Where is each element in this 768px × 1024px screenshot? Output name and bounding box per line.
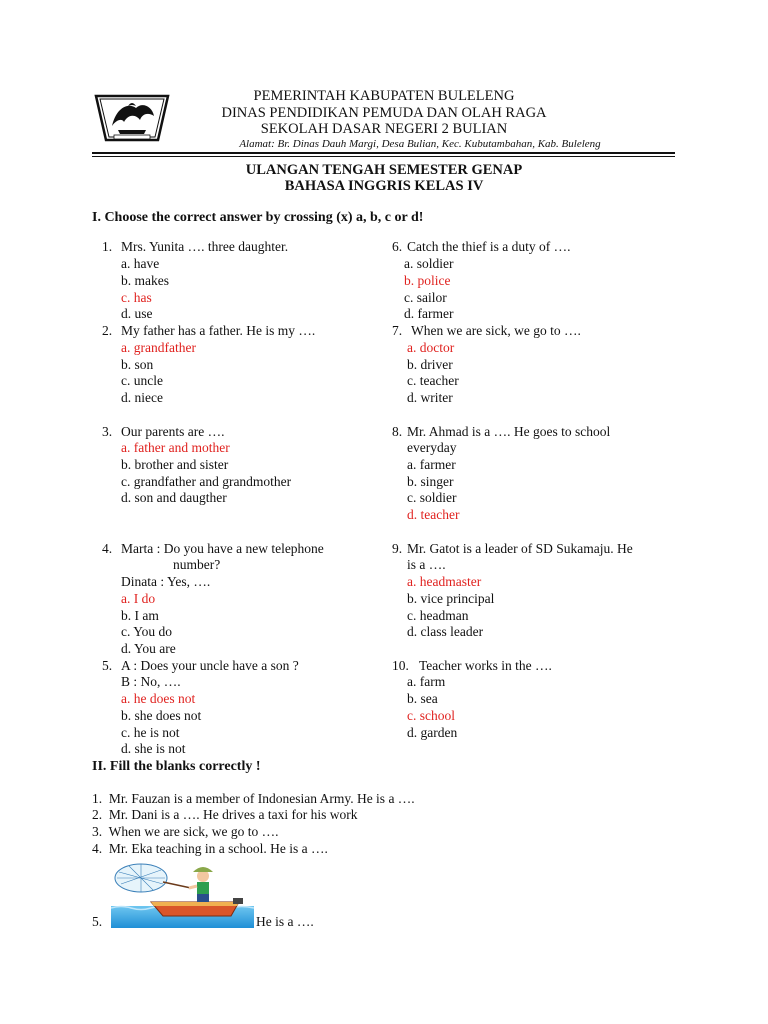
fill-item-3: 3. When we are sick, we go to ….: [92, 824, 279, 839]
question-1-text: Mrs. Yunita …. three daughter.: [121, 239, 289, 254]
question-8-option-b[interactable]: b. singer: [407, 474, 454, 489]
question-5-text-line1: A : Does your uncle have a son ?: [121, 658, 299, 673]
question-6-text: Catch the thief is a duty of ….: [407, 239, 571, 254]
fill-item-2: 2. Mr. Dani is a …. He drives a taxi for his work: [92, 807, 358, 822]
question-4-option-b[interactable]: b. I am: [121, 608, 159, 623]
question-5-option-d[interactable]: d. she is not: [121, 741, 186, 756]
question-6-option-c[interactable]: c. sailor: [404, 290, 447, 305]
question-1-number: 1.: [102, 239, 113, 254]
question-8-number: 8.: [392, 424, 403, 439]
question-10-option-d[interactable]: d. garden: [407, 725, 458, 740]
question-2-number: 2.: [102, 323, 113, 338]
header-government: PEMERINTAH KABUPATEN BULELENG: [253, 88, 515, 104]
question-6-number: 6.: [392, 239, 403, 254]
question-10-text: Teacher works in the ….: [419, 658, 552, 673]
fisherman-boat-illustration: [111, 858, 254, 928]
question-3-text: Our parents are ….: [121, 424, 225, 439]
header-divider-thick: [92, 152, 675, 154]
question-9-number: 9.: [392, 541, 403, 556]
question-9-text-line2: is a ….: [407, 557, 446, 572]
question-4-text-line1: Marta : Do you have a new telephone: [121, 541, 324, 556]
question-4-text-line3: Dinata : Yes, ….: [121, 574, 211, 589]
question-1-option-c-answer[interactable]: c. has: [121, 290, 152, 305]
question-5-option-a-answer[interactable]: a. he does not: [121, 691, 196, 706]
question-1-option-d[interactable]: d. use: [121, 306, 153, 321]
question-10-option-a[interactable]: a. farm: [407, 674, 446, 689]
header-school-name: SEKOLAH DASAR NEGERI 2 BULIAN: [260, 121, 508, 137]
question-7-option-a-answer[interactable]: a. doctor: [407, 340, 455, 355]
question-5-number: 5.: [102, 658, 113, 673]
question-3-option-c[interactable]: c. grandfather and grandmother: [121, 474, 292, 489]
question-7-text: When we are sick, we go to ….: [411, 323, 581, 338]
question-7-option-c[interactable]: c. teacher: [407, 373, 459, 388]
question-10-option-b[interactable]: b. sea: [407, 691, 438, 706]
question-7-number: 7.: [392, 323, 403, 338]
question-4-option-a-answer[interactable]: a. I do: [121, 591, 156, 606]
question-9-option-a-answer[interactable]: a. headmaster: [407, 574, 482, 589]
question-5-option-b[interactable]: b. she does not: [121, 708, 202, 723]
question-2-text: My father has a father. He is my ….: [121, 323, 316, 338]
header-divider-thin: [92, 156, 675, 157]
question-4-option-c[interactable]: c. You do: [121, 624, 173, 639]
question-9-option-d[interactable]: d. class leader: [407, 624, 484, 639]
question-3-option-d[interactable]: d. son and daugther: [121, 490, 227, 505]
question-6-option-d[interactable]: d. farmer: [404, 306, 454, 321]
header-department: DINAS PENDIDIKAN PEMUDA DAN OLAH RAGA: [221, 105, 547, 121]
question-8-text-line1: Mr. Ahmad is a …. He goes to school: [407, 424, 611, 439]
question-4-text-line2: number?: [173, 557, 221, 572]
question-2-option-c[interactable]: c. uncle: [121, 373, 163, 388]
question-2-option-d[interactable]: d. niece: [121, 390, 163, 405]
question-7-option-d[interactable]: d. writer: [407, 390, 453, 405]
question-5-option-c[interactable]: c. he is not: [121, 725, 180, 740]
question-8-text-line2: everyday: [407, 440, 457, 455]
question-6-option-a[interactable]: a. soldier: [404, 256, 454, 271]
fill-item-1: 1. Mr. Fauzan is a member of Indonesian Army. He is a ….: [92, 791, 415, 806]
question-9-option-b[interactable]: b. vice principal: [407, 591, 495, 606]
question-2-option-b[interactable]: b. son: [121, 357, 154, 372]
question-6-option-b-answer[interactable]: b. police: [404, 273, 451, 288]
exam-title: ULANGAN TENGAH SEMESTER GENAP: [245, 162, 523, 178]
question-10-number: 10.: [392, 658, 409, 673]
section-one-heading: I. Choose the correct answer by crossing (x) a, b, c or d!: [92, 210, 424, 225]
question-2-option-a-answer[interactable]: a. grandfather: [121, 340, 196, 355]
question-9-text-line1: Mr. Gatot is a leader of SD Sukamaju. He: [407, 541, 633, 556]
question-8-option-d-answer[interactable]: d. teacher: [407, 507, 460, 522]
question-3-option-b[interactable]: b. brother and sister: [121, 457, 229, 472]
fill-item-4: 4. Mr. Eka teaching in a school. He is a ….: [92, 841, 328, 856]
question-4-number: 4.: [102, 541, 113, 556]
question-1-option-a[interactable]: a. have: [121, 256, 160, 271]
question-9-option-c[interactable]: c. headman: [407, 608, 469, 623]
question-5-text-line2: B : No, ….: [121, 674, 181, 689]
question-4-option-d[interactable]: d. You are: [121, 641, 176, 656]
question-1-option-b[interactable]: b. makes: [121, 273, 169, 288]
question-10-option-c-answer[interactable]: c. school: [407, 708, 455, 723]
question-8-option-a[interactable]: a. farmer: [407, 457, 456, 472]
question-3-number: 3.: [102, 424, 113, 439]
fill-item-5-text: He is a ….: [256, 914, 314, 929]
fill-item-5-number: 5.: [92, 914, 103, 929]
section-two-heading: II. Fill the blanks correctly !: [92, 759, 261, 774]
exam-subtitle: BAHASA INGGRIS KELAS IV: [284, 178, 484, 194]
question-3-option-a-answer[interactable]: a. father and mother: [121, 440, 230, 455]
question-7-option-b[interactable]: b. driver: [407, 357, 453, 372]
question-8-option-c[interactable]: c. soldier: [407, 490, 457, 505]
header-address: Alamat: Br. Dinas Dauh Margi, Desa Bulian, Kec. Kubutambahan, Kab. Buleleng: [239, 138, 601, 150]
